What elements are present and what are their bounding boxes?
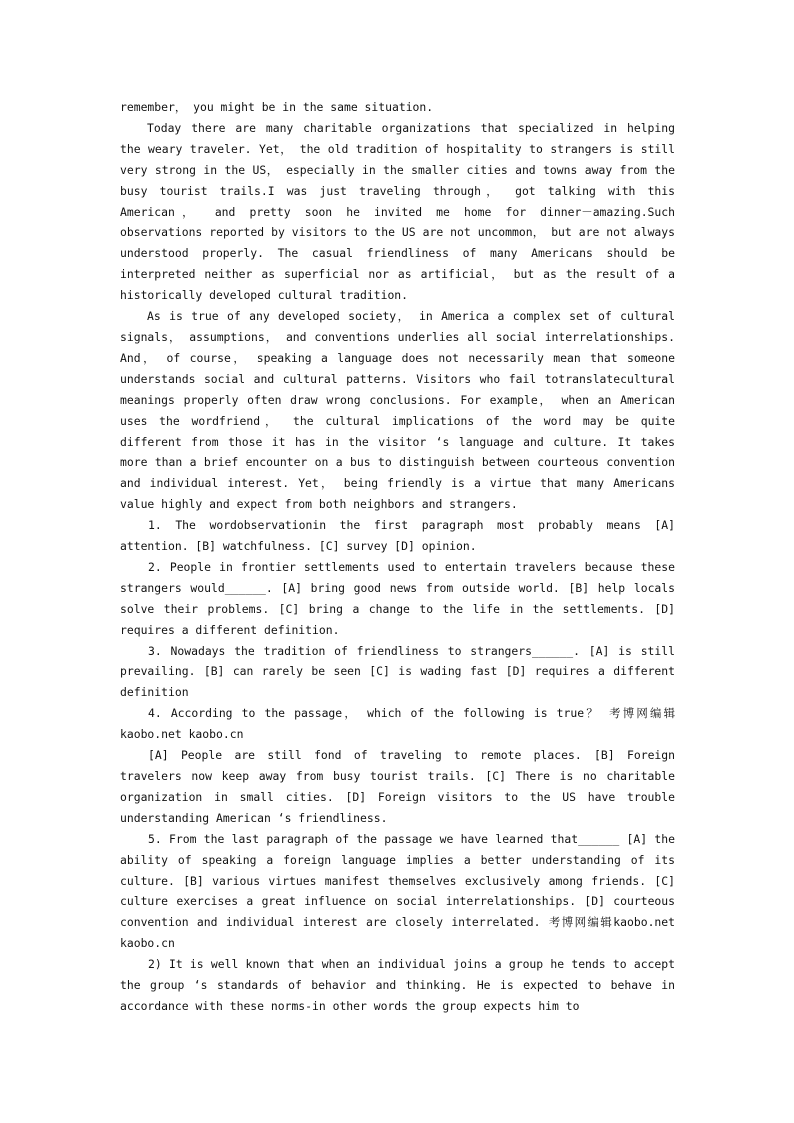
- question-5: 5. From the last paragraph of the passage we have learned that______ [A] the ability of speaking a foreign language implies a better understanding of its culture. [B] various virtues manifest themselves exclusively among friends. [C] culture exercises a great influence on social interrelationships. [D] courteous convention and individual interest are closely interrelated. 考博网编辑kaobo.net kaobo.cn: [120, 831, 675, 951]
- paragraph-continuation: remember， you might be in the same situation.: [120, 100, 434, 114]
- paragraph-hospitality: Today there are many charitable organizations that specialized in helping the weary traveler. Yet， the old tradition of hospitality to strangers is still very strong in the US， especially in the smaller cities and towns away from the busy tourist trails.I was just traveling through， got talking with this American， and pretty soon he invited me home for dinner－amazing.Such observations reported by visitors to the US are not uncommon， but are not always understood properly. The casual friendliness of many Americans should be interpreted neither as superficial nor as artificial， but as the result of a historically developed cultural tradition.: [120, 120, 675, 303]
- passage-2-start: 2) It is well known that when an individual joins a group he tends to accept the group ‘s standards of behavior and thinking. He is expected to behave in accordance with these norms-in other words the group expects him to: [120, 957, 675, 1013]
- question-1: 1. The wordobservationin the first paragraph most probably means [A] attention. [B] watchfulness. [C] survey [D] opinion.: [120, 518, 675, 554]
- document-page: [120, 97, 675, 1017]
- question-4: 4. According to the passage， which of the following is true？ 考博网编辑kaobo.net kaobo.cn: [120, 706, 675, 742]
- paragraph-cultural-signals: As is true of any developed society， in America a complex set of cultural signals， assumptions， and conventions underlies all social interrelationships. And， of course， speaking a language does not necessarily mean that someone understands social and cultural patterns. Visitors who fail totranslatecultural meanings properly often draw wrong conclusions. For example， when an American uses the wordfriend， the cultural implications of the word may be quite different from those it has in the visitor ‘s language and culture. It takes more than a brief encounter on a bus to distinguish between courteous convention and individual interest. Yet， being friendly is a virtue that many Americans value highly and expect from both neighbors and strangers.: [120, 309, 675, 512]
- question-4-options: [A] People are still fond of traveling to remote places. [B] Foreign travelers now keep away from busy tourist trails. [C] There is no charitable organization in small cities. [D] Foreign visitors to the US have trouble understanding American ‘s friendliness.: [120, 748, 675, 825]
- question-3: 3. Nowadays the tradition of friendliness to strangers______. [A] is still prevailing. [B] can rarely be seen [C] is wading fast [D] requires a different definition: [120, 643, 675, 700]
- question-2: 2. People in frontier settlements used to entertain travelers because these strangers would______. [A] bring good news from outside world. [B] help locals solve their problems. [C] bring a change to the life in the settlements. [D] requires a different definition.: [120, 559, 675, 637]
